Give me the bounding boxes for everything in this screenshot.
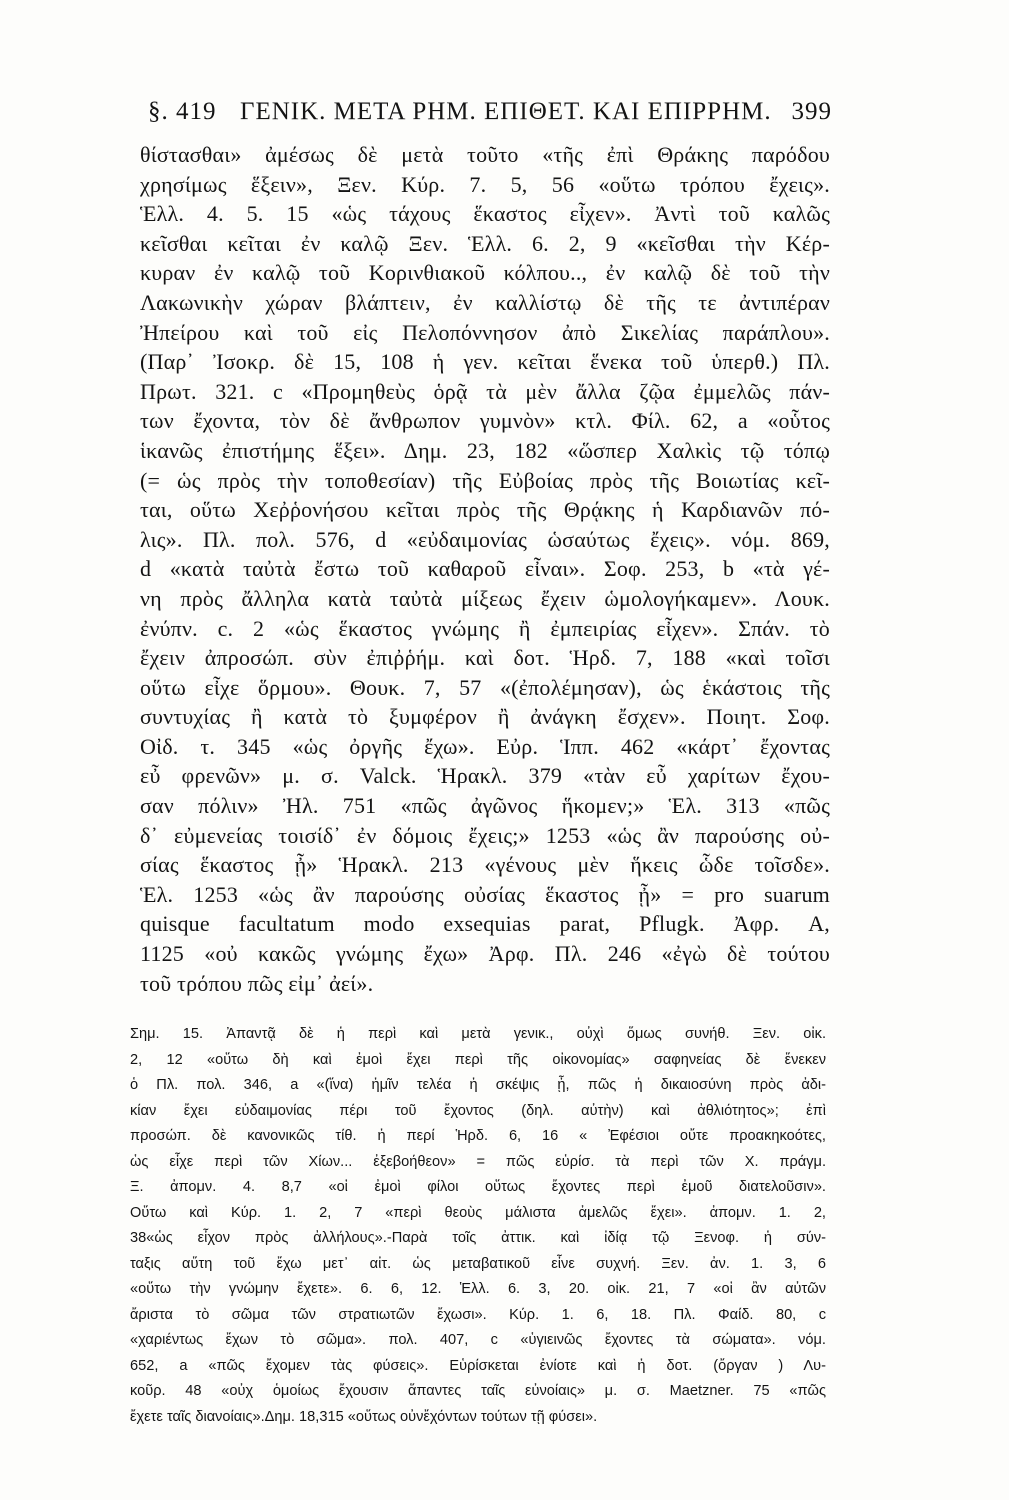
footnote-line: Ξ. ἀπομν. 4. 8,7 «οἱ ἐμοὶ φίλοι οὕτως ἔχοντες περὶ ἐμοῦ διατελοῦσιν». bbox=[130, 1179, 826, 1195]
text-line: χρησίμως ἕξειν», Ξεν. Κύρ. 7. 5, 56 «οὕτω τρόπου ἔχεις». bbox=[140, 171, 830, 197]
text-line: ἱκανῶς ἐπιστήμης ἕξει». Δημ. 23, 182 «ὥσπερ Χαλκὶς τῷ τόπῳ bbox=[140, 437, 830, 463]
text-line: Οἰδ. τ. 345 «ὡς ὀργῆς ἔχω». Εὐρ. Ἱππ. 462 «κάρτ᾽ ἔχοντας bbox=[140, 733, 830, 759]
running-title: ΓΕΝΙΚ. ΜΕΤΑ ΡΗΜ. ΕΠΙΘΕΤ. ΚΑΙ ΕΠΙΡΡΗΜ. bbox=[240, 98, 772, 125]
footnote-line: «οὕτω τὴν γνώμην ἔχετε». 6. 6, 12. Ἑλλ. 6. 3, 20. οἰκ. 21, 7 «οἱ ἂν αὐτῶν bbox=[130, 1281, 826, 1297]
text-line: (Παρ᾽ Ἰσοκρ. δὲ 15, 108 ἡ γεν. κεῖται ἕνεκα τοῦ ὑπερθ.) Πλ. bbox=[140, 349, 830, 375]
footnote-line: ἔχετε ταῖς διανοίαις».Δημ. 18,315 «οὕτως οὐνἔχόντων τούτων τῇ φύσει». bbox=[130, 1408, 598, 1425]
footnote-line: κίαν ἔχει εὐδαιμονίας πέρι τοῦ ἔχοντος (δηλ. αὐτὴν) καὶ ἀθλιότητος»; ἐπὶ bbox=[130, 1102, 826, 1119]
text-line: δ᾽ εὐμενείας τοισίδ᾽ ἐν δόμοις ἔχεις;» 1253 «ὡς ἂν παρούσης οὐ- bbox=[140, 822, 830, 848]
text-line: τοῦ τρόπου πῶς εἰμ᾽ ἀεί». bbox=[140, 970, 374, 996]
footnote-line: «χαριέντως ἔχων τὸ σῶμα». πολ. 407, c «ὑγιεινῶς ἔχοντες τὰ σώματα». νόμ. bbox=[130, 1332, 826, 1348]
text-line: 1125 «οὐ κακῶς γνώμης ἔχω» Ἀρφ. Πλ. 246 «ἐγὼ δὲ τούτου bbox=[140, 941, 830, 967]
text-line: των ἔχοντα, τὸν δὲ ἄνθρωπον γυμνὸν» κτλ. Φίλ. 62, a «οὗτος bbox=[140, 408, 830, 434]
footnote-line: Σημ. 15. Ἀπαντᾷ δὲ ἡ περὶ καὶ μετὰ γενικ., οὐχὶ ὅμως συνήθ. Ξεν. οἰκ. bbox=[130, 1026, 826, 1042]
text-line: σαν πόλιν» Ἠλ. 751 «πῶς ἀγῶνος ἥκομεν;» Ἑλ. 313 «πῶς bbox=[140, 793, 830, 819]
section-number: §. 419 bbox=[148, 98, 217, 125]
text-line: ται, οὕτω Χεῤῥονήσου κεῖται πρὸς τῆς Θρᾴκης ἡ Καρδιανῶν πό- bbox=[140, 497, 830, 523]
footnote-line: ὡς εἶχε περὶ τῶν Χίων... ἐξεβοήθεον» = πῶς εὑρίσ. τὰ περὶ τῶν Χ. πράγμ. bbox=[130, 1153, 826, 1170]
footnote-line: 2, 12 «οὕτω δὴ καὶ ἐμοὶ ἔχει περὶ τῆς οἰκονομίας» σαφηνείας δὲ ἕνεκεν bbox=[130, 1051, 826, 1068]
text-line: Λακωνικὴν χώραν βλάπτειν, ἐν καλλίστῳ δὲ τῆς τε ἀντιπέραν bbox=[140, 289, 830, 315]
text-line: Ἑλλ. 4. 5. 15 «ὡς τάχους ἕκαστος εἶχεν». Ἀντὶ τοῦ καλῶς bbox=[140, 201, 830, 227]
text-line: λις». Πλ. πολ. 576, d «εὐδαιμονίας ὡσαύτως ἔχεις». νόμ. 869, bbox=[140, 526, 830, 552]
text-line: θίστασθαι» ἀμέσως δὲ μετὰ τοῦτο «τῆς ἐπὶ Θράκης παρόδου bbox=[140, 142, 830, 167]
footnote-line: 38«ὡς εἶχον πρὸς ἀλλήλους».-Παρὰ τοῖς ἀττικ. καὶ ἰδίᾳ τῷ Ξενοφ. ἡ σύν- bbox=[130, 1230, 826, 1246]
text-line: (= ὡς πρὸς τὴν τοποθεσίαν) τῆς Εὐβοίας πρὸς τῆς Βοιωτίας κεῖ- bbox=[140, 467, 830, 493]
text-line: d «κατὰ ταὐτὰ ἔστω τοῦ καθαροῦ εἶναι». Σοφ. 253, b «τὰ γέ- bbox=[140, 556, 830, 582]
footnote-line: 652, a «πῶς ἔχομεν τὰς φύσεις». Εὑρίσκεται ἐνίοτε καὶ ἡ δοτ. (ὄργαν ) Λυ- bbox=[130, 1357, 826, 1374]
text-line: συντυχίας ἢ κατὰ τὸ ξυμφέρον ἢ ἀνάγκη ἔσχεν». Ποιητ. Σοφ. bbox=[140, 704, 830, 730]
text-line: Πρωτ. 321. c «Προμηθεὺς ὁρᾷ τὰ μὲν ἄλλα ζῷα ἐμμελῶς πάν- bbox=[140, 378, 830, 404]
footnote-line: προσώπ. δὲ κανονικῶς τίθ. ἡ περί Ἡρδ. 6, 16 « Ἐφέσιοι οὔτε προακηκοότες, bbox=[130, 1128, 826, 1144]
footnote bbox=[130, 1022, 826, 1430]
text-line: Ἑλ. 1253 «ὡς ἂν παρούσης οὐσίας ἕκαστος ᾖ» = pro suarum bbox=[140, 881, 830, 907]
page-number: 399 bbox=[791, 98, 832, 125]
footnote-line: ταξις αὕτη τοῦ ἔχω μετ᾽ αἰτ. ὡς μεταβατικοῦ εἶνε συχνή. Ξεν. ἀν. 1. 3, 6 bbox=[130, 1255, 826, 1272]
footnote-line: Οὕτω καὶ Κύρ. 1. 2, 7 «περὶ θεοὺς μάλιστα ἀμελῶς ἔχει». ἀπομν. 1. 2, bbox=[130, 1204, 826, 1221]
text-line: ἐνύπν. c. 2 «ὡς ἕκαστος γνώμης ἢ ἐμπειρίας εἶχεν». Σπάν. τὸ bbox=[140, 615, 830, 641]
running-head bbox=[148, 98, 832, 138]
text-line: νη πρὸς ἄλληλα κατὰ ταὐτὰ μίξεως ἔχειν ὡμολογήκαμεν». Λουκ. bbox=[140, 585, 830, 611]
text-line: οὕτω εἶχε ὅρμου». Θουκ. 7, 57 «(ἐπολέμησαν), ὡς ἑκάστοις τῆς bbox=[140, 674, 830, 700]
footnote-line: ἄριστα τὸ σῶμα τῶν στρατιωτῶν ἔχωσι». Κύρ. 1. 6, 18. Πλ. Φαίδ. 80, c bbox=[130, 1306, 826, 1323]
footnote-line: κοῦρ. 48 «οὐχ ὁμοίως ἔχουσιν ἅπαντες ταῖς εὐνοίαις» μ. σ. Maetzner. 75 «πῶς bbox=[130, 1383, 826, 1399]
text-line: Ἠπείρου καὶ τοῦ εἰς Πελοπόννησον ἀπὸ Σικελίας παράπλου». bbox=[140, 319, 830, 345]
text-line: σίας ἕκαστος ᾖ» Ἡρακλ. 213 «γένους μὲν ἥκεις ὧδε τοῖσδε». bbox=[140, 852, 830, 878]
footnote-line: ὁ Πλ. πολ. 346, a «(ἵνα) ἡμῖν τελέα ἡ σκέψις ᾖ, πῶς ἡ δικαιοσύνη πρὸς ἀδι- bbox=[130, 1077, 826, 1093]
text-line: εὖ φρενῶν» μ. σ. Valck. Ἡρακλ. 379 «τὰν εὖ χαρίτων ἔχου- bbox=[140, 763, 830, 789]
text-line: κεῖσθαι κεῖται ἐν καλῷ Ξεν. Ἑλλ. 6. 2, 9 «κεῖσθαι τὴν Κέρ- bbox=[140, 230, 830, 256]
text-line: quisque facultatum modo exsequias parat, Pflugk. Ἀφρ. A, bbox=[140, 911, 830, 937]
main-text bbox=[140, 140, 830, 998]
text-line: κυραν ἐν καλῷ τοῦ Κορινθιακοῦ κόλπου.., ἐν καλῷ δὲ τοῦ τὴν bbox=[140, 260, 830, 286]
text-line: ἔχειν ἀπροσώπ. σὺν ἐπιῤῥήμ. καὶ δοτ. Ἡρδ. 7, 188 «καὶ τοῖσι bbox=[140, 645, 830, 671]
